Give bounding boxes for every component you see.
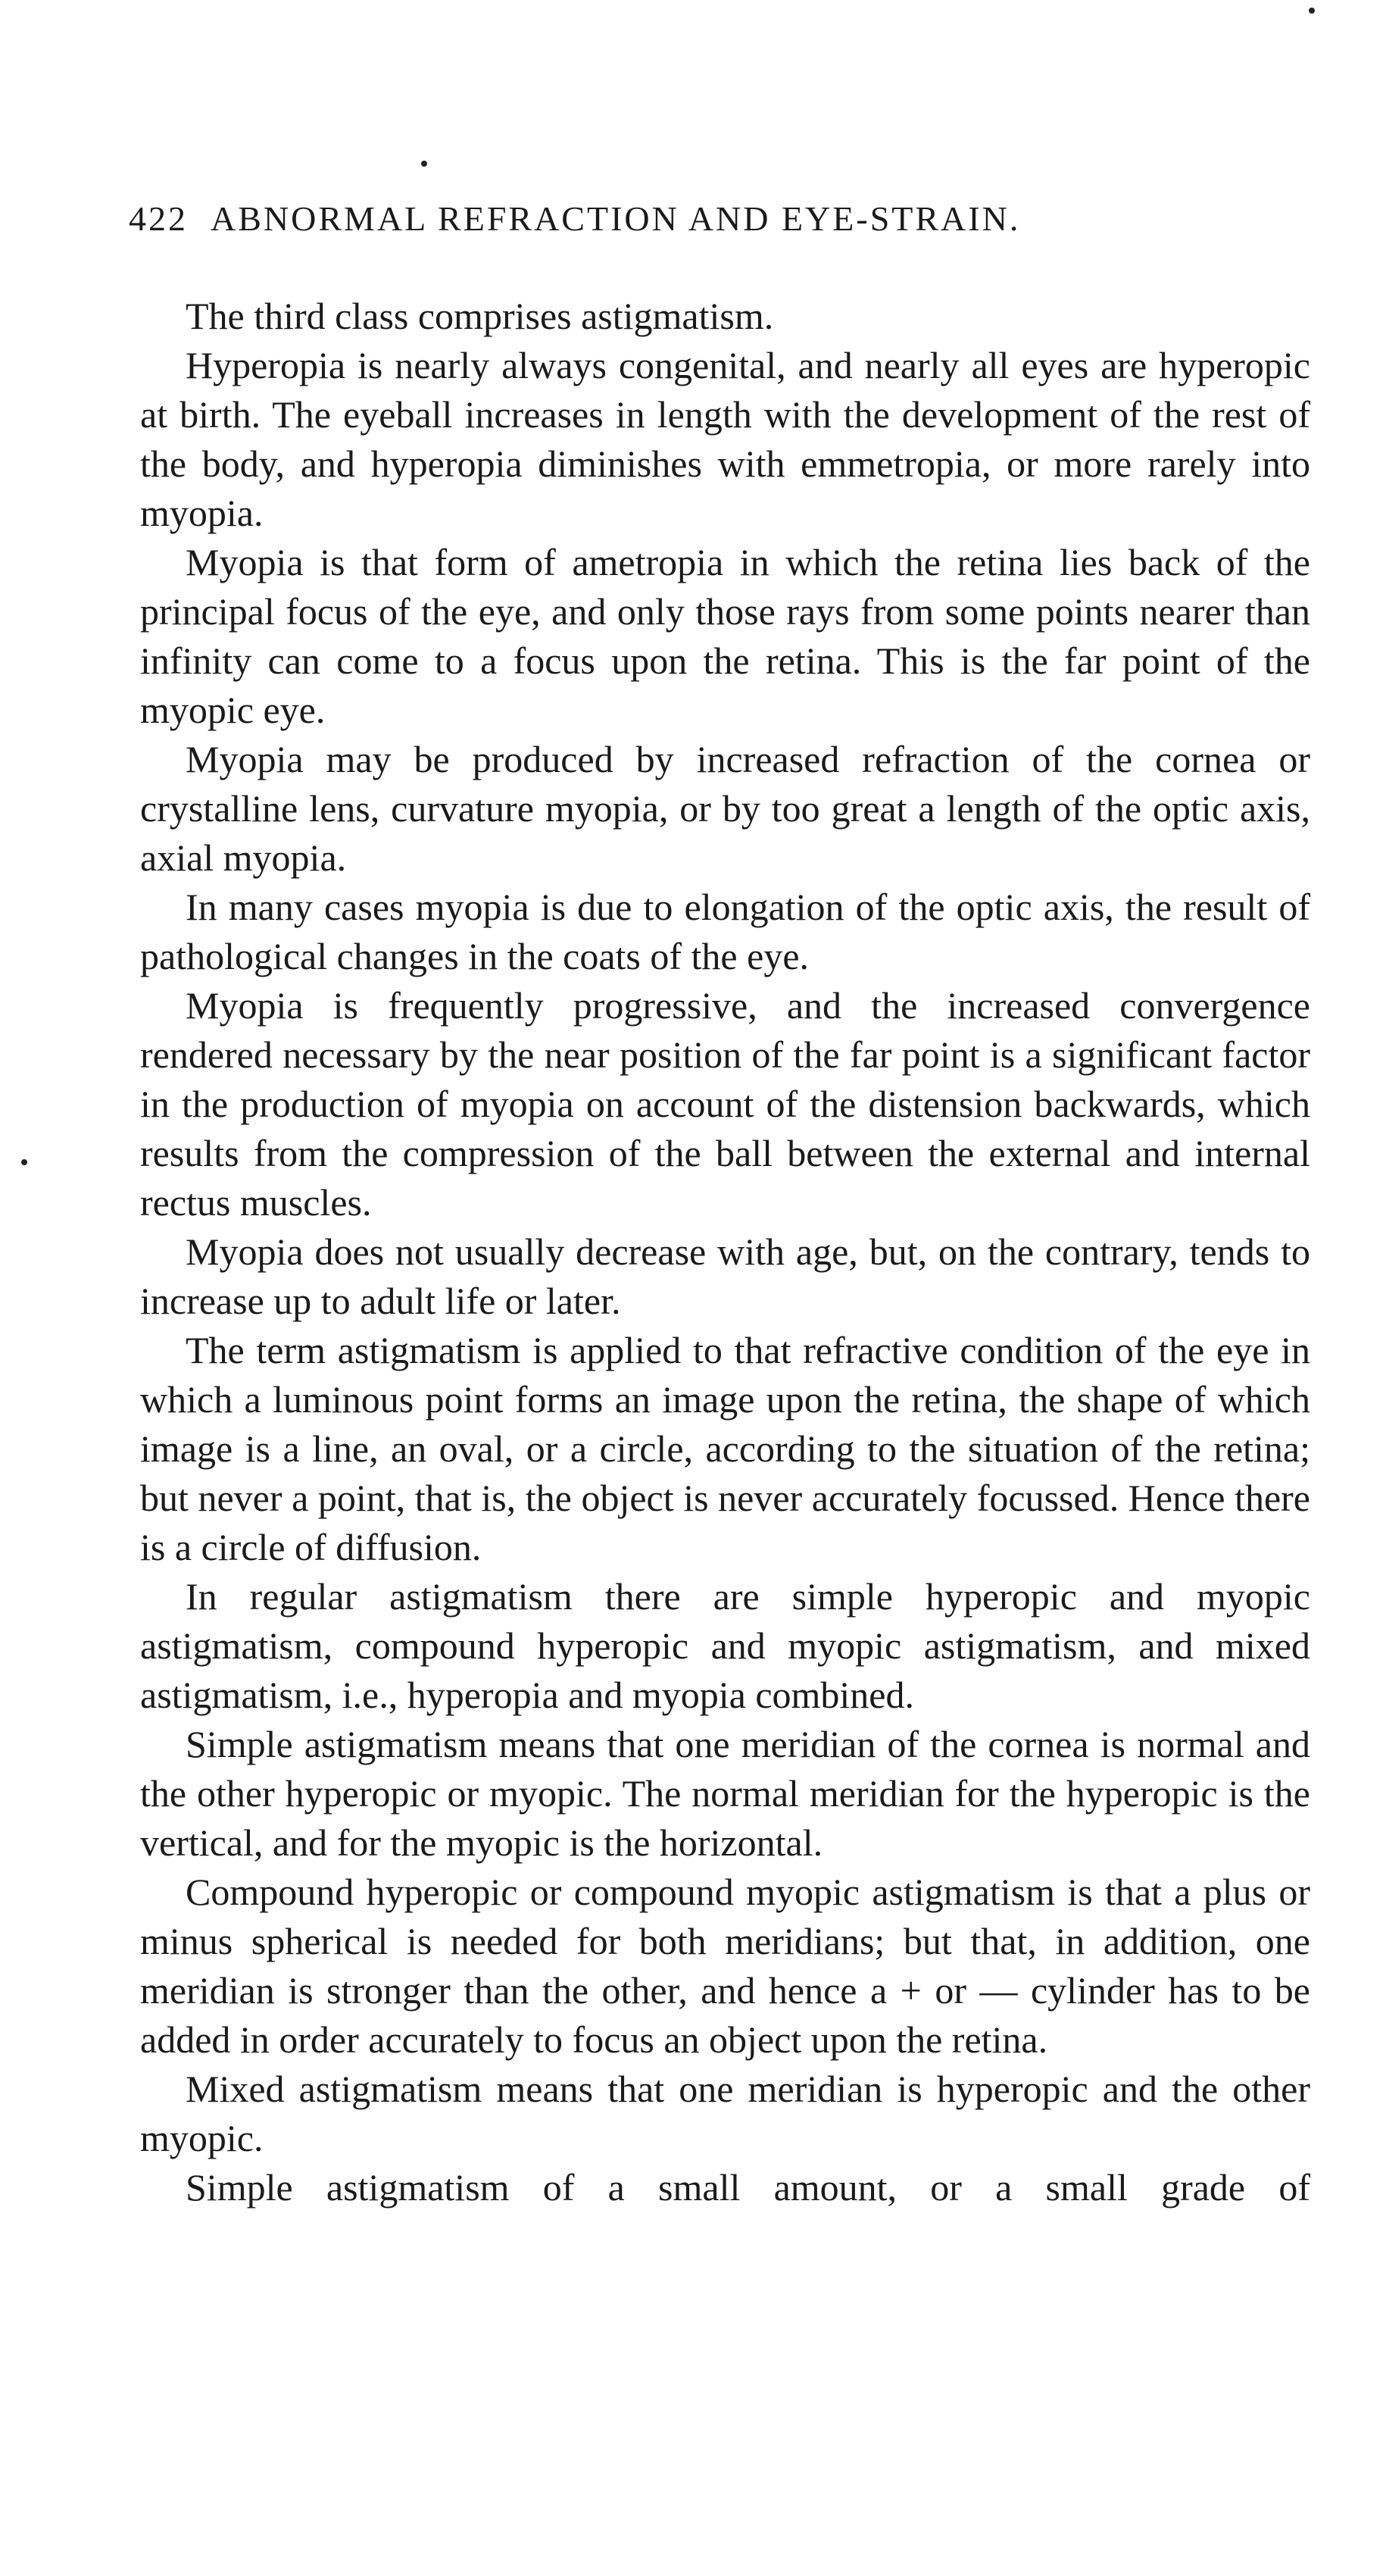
paragraph: Simple astigmatism means that one meridian of the cornea is normal and the other hyperopic or myopic. The normal meridian for the hyperopic is the vertical, and for the myopic is the horizontal. xyxy=(140,1723,1310,1864)
print-speck xyxy=(21,1159,27,1165)
paragraph: Myopia is that form of ametropia in which the retina lies back of the principal focus of the eye, and only those rays from some points nearer than infinity can come to a focus upon the retina. This is the far point of the myopic eye. xyxy=(140,541,1310,731)
paragraph: Myopia is frequently progressive, and the increased convergence rendered necessary by the near position of the far point is a significant factor in the production of myopia on account of the distension backwards, which results from the compression of the ball between the external and internal rectus muscles. xyxy=(140,984,1310,1224)
paragraph: Myopia does not usually decrease with age, but, on the contrary, tends to increase up to adult life or later. xyxy=(140,1230,1310,1322)
body-text xyxy=(140,292,1310,2212)
running-header xyxy=(129,199,1310,239)
page-number: 422 xyxy=(129,199,188,238)
paragraph: Simple astigmatism of a small amount, or a small grade of xyxy=(186,2166,1310,2209)
print-speck xyxy=(1309,8,1315,14)
paragraph: Hyperopia is nearly always congenital, and nearly all eyes are hyperopic at birth. The eyeball increases in length with the development of the rest of the body, and hyperopia diminishes with emmetropia, or more rarely into myopia. xyxy=(140,344,1310,534)
paragraph: In regular astigmatism there are simple hyperopic and myopic astigmatism, compound hyperopic and myopic astigmatism, and mixed astigmatism, i.e., hyperopia and myopia combined. xyxy=(140,1575,1310,1716)
print-speck xyxy=(421,161,427,167)
paragraph: Compound hyperopic or compound myopic astigmatism is that a plus or minus spherical is needed for both meridians; but that, in addition, one meridian is stronger than the other, and hence a + or — cylinder has to be added in order accurately to focus an object upon the retina. xyxy=(140,1871,1310,2061)
paragraph: The term astigmatism is applied to that refractive condition of the eye in which a luminous point forms an image upon the retina, the shape of which image is a line, an oval, or a circle, according to the situation of the retina; but never a point, that is, the object is never accurately focussed. Hence there is a circle of diffusion. xyxy=(140,1329,1310,1568)
paragraph: Myopia may be produced by increased refraction of the cornea or crystalline lens, curvature myopia, or by too great a length of the optic axis, axial myopia. xyxy=(140,738,1310,879)
paragraph: The third class comprises astigmatism. xyxy=(186,295,774,337)
running-title: ABNORMAL REFRACTION AND EYE-STRAIN. xyxy=(211,199,1021,238)
paragraph: Mixed astigmatism means that one meridian is hyperopic and the other myopic. xyxy=(140,2068,1310,2159)
paragraph: In many cases myopia is due to elongation of the optic axis, the result of pathological changes in the coats of the eye. xyxy=(140,886,1310,977)
